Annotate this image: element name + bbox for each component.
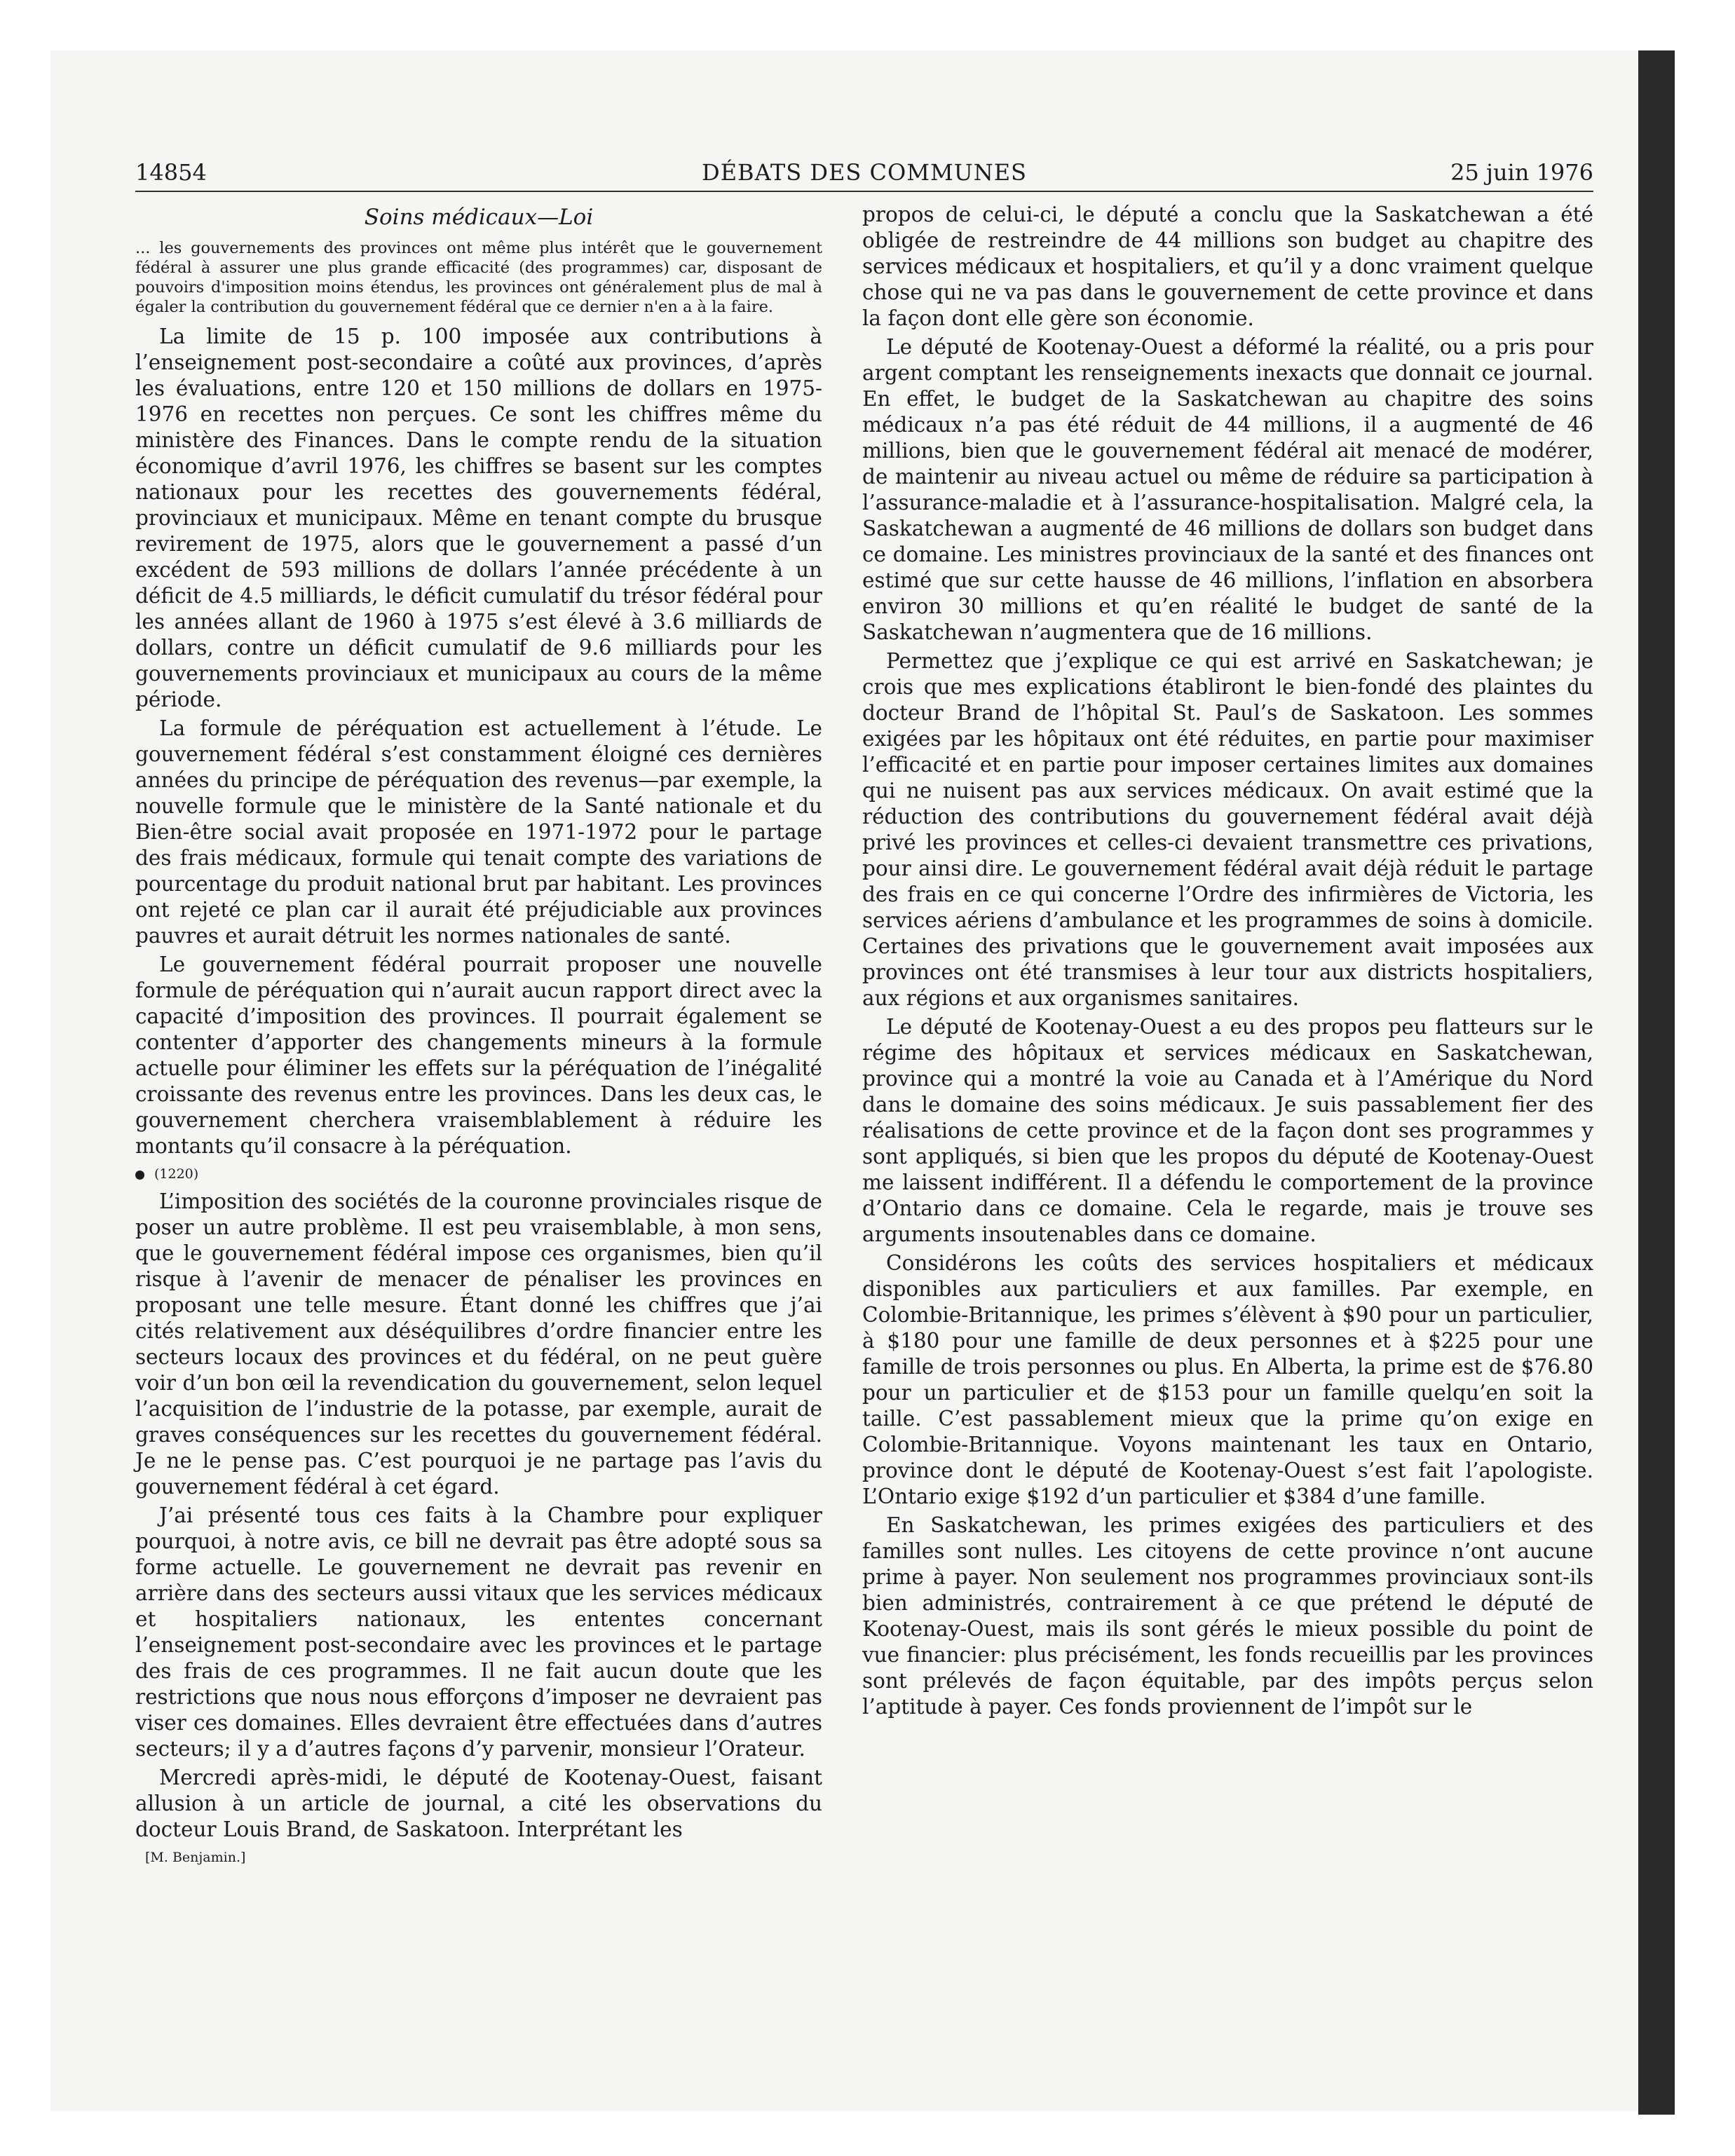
paragraph: L’imposition des sociétés de la couronne provinciales risque de poser un autre problème. Il est peu vraisemblable, à mon sens, que le gouvernement fédéral impose ces organismes, bien qu’il risque à l’avenir de menacer de pénaliser les provinces en proposant une telle mesure. Étant donné les chiffres que j’ai cités relativement aux déséquilibres d’ordre financier entre les secteurs locaux des provinces et du fédéral, on ne peut guère voir d’un bon œil la revendication du gouvernement, selon lequel l’acquisition de l’industrie de la potasse, par exemple, aurait de graves conséquences sur les recettes du gouvernement fédéral. Je ne le pense pas. C’est pourquoi je ne partage pas l’avis du gouvernement fédéral à cet égard. bbox=[135, 1189, 822, 1499]
section-title: Soins médicaux—Loi bbox=[364, 205, 594, 230]
right-column bbox=[862, 192, 1593, 1723]
page-date: 25 juin 1976 bbox=[1450, 159, 1593, 186]
paragraph: En Saskatchewan, les primes exigées des particuliers et des familles sont nulles. Les citoyens de cette province n’ont aucune prime à payer. Non seulement nos programmes provinciaux sont-ils bien administrés, contrairement à ce que prétend le député de Kootenay-Ouest, mais ils sont gérés le mieux possible du point de vue financier: plus précisément, les fonds recueillis par les provinces sont prélevés de façon équitable, par des impôts perçus selon l’aptitude à payer. Ces fonds proviennent de l’impôt sur le bbox=[862, 1513, 1593, 1719]
paragraph: Le député de Kootenay-Ouest a eu des propos peu flatteurs sur le régime des hôpitaux et services médicaux en Saskatchewan, province qui a montré la voie au Canada et à l’Amérique du Nord dans le domaine des soins médicaux. Je suis passablement fier des réalisations de cette province et de la façon dont ses programmes y sont appliqués, si bien que les propos du député de Kootenay-Ouest me laissent indifférent. Il a défendu le comportement de la province d’Ontario dans ce domaine. Cela le regarde, mais je trouve ses arguments insoutenables dans ce domaine. bbox=[862, 1015, 1593, 1246]
scan-edge-bar bbox=[1638, 50, 1675, 2115]
bullet-dot-icon bbox=[135, 1171, 144, 1180]
paragraph: Permettez que j’explique ce qui est arrivé en Saskatchewan; je crois que mes explications établiront le bien-fondé des plaintes du docteur Brand de l’hôpital St. Paul’s de Saskatoon. Les sommes exigées par les hôpitaux ont été réduites, en partie pour maximiser l’efficacité et en partie pour imposer certaines limites aux domaines qui ne nuisent pas aux services médicaux. On avait estimé que la réduction des contributions du gouvernement fédéral avait déjà privé les provinces et celles-ci devaient transmettre ces privations, pour ainsi dire. Le gouvernement fédéral avait déjà réduit le partage des frais en ce qui concerne l’Ordre des infirmières de Victoria, les services aériens d’ambulance et les programmes de soins à domicile. Certaines des privations que le gouvernement avait imposées aux provinces ont été transmises à leur tour aux districts hospitaliers, aux régions et aux organismes sanitaires. bbox=[862, 649, 1593, 1010]
paragraph: Considérons les coûts des services hospitaliers et médicaux disponibles aux particuliers et aux familles. Par exemple, en Colombie-Britannique, les primes s’élèvent à $90 pour un particulier, à $180 pour une famille de deux personnes et à $225 pour une famille de trois personnes ou plus. En Alberta, la prime est de $76.80 pour un particulier et de $153 pour un famille quelqu’en soit la taille. C’est passablement mieux que la prime qu’on exige en Colombie-Britannique. Voyons maintenant les taux en Ontario, province dont le député de Kootenay-Ouest s’est fait l’apologiste. L’Ontario exige $192 d’un particulier et $384 d’une famille. bbox=[862, 1251, 1593, 1508]
time-marker-label: (1220) bbox=[154, 1166, 199, 1182]
time-marker bbox=[135, 1164, 822, 1185]
page-content bbox=[135, 154, 1593, 1865]
paragraph: La limite de 15 p. 100 imposée aux contributions à l’enseignement post-secondaire a coûté aux provinces, d’après les évaluations, entre 120 et 150 millions de dollars en 1975-1976 en recettes non perçues. Ce sont les chiffres même du ministère des Finances. Dans le compte rendu de la situation économique d’avril 1976, les chiffres se basent sur les comptes nationaux pour les recettes des gouvernements fédéral, provinciaux et municipaux. Même en tenant compte du brusque revirement de 1975, alors que le gouvernement a passé d’un excédent de 593 millions de dollars l’année précédente à un déficit de 4.5 milliards, le déficit cumulatif du trésor fédéral pour les années allant de 1960 à 1975 s’est élevé à 3.6 milliards de dollars, contre un déficit cumulatif de 9.6 milliards pour les gouvernements provinciaux et municipaux au cours de la même période. bbox=[135, 325, 822, 711]
block-quote: ... les gouvernements des provinces ont même plus intérêt que le gouvernement fédéral à assurer une plus grande efficacité (des programmes) car, disposant de pouvoirs d'imposition moins étendus, les provinces ont généralement plus de mal à égaler la contribution du gouvernement fédéral que ce dernier n'en a à la faire. bbox=[135, 239, 822, 316]
publication-title: DÉBATS DES COMMUNES bbox=[702, 159, 1027, 186]
speaker-attribution: [M. Benjamin.] bbox=[145, 1850, 246, 1865]
paragraph: propos de celui-ci, le député a conclu que la Saskatchewan a été obligée de restreindre de 44 millions son budget au chapitre des services médicaux et hospitaliers, et qu’il y a donc vraiment quelque chose qui ne va pas dans le gouvernement de cette province et dans la façon dont elle gère son économie. bbox=[862, 203, 1593, 330]
paragraph: J’ai présenté tous ces faits à la Chambre pour expliquer pourquoi, à notre avis, ce bill ne devrait pas être adopté sous sa forme actuelle. Le gouvernement ne devrait pas revenir en arrière dans des secteurs aussi vitaux que les services médicaux et hospitaliers nationaux, les ententes concernant l’enseignement post-secondaire avec les provinces et le partage des frais de ces programmes. Il ne fait aucun doute que les restrictions que nous nous efforçons d’imposer ne devraient pas viser ces domaines. Elles devraient être effectuées dans d’autres secteurs; il y a d’autres façons d’y parvenir, monsieur l’Orateur. bbox=[135, 1503, 822, 1761]
page-number: 14854 bbox=[135, 159, 207, 186]
page-header bbox=[135, 154, 1593, 192]
paragraph: Le gouvernement fédéral pourrait proposer une nouvelle formule de péréquation qui n’aurait aucun rapport direct avec la capacité d’imposition des provinces. Il pourrait également se contenter d’apporter des changements mineurs à la formule actuelle pour éliminer les effets sur la péréquation de l’inégalité croissante des revenus entre les provinces. Dans les deux cas, le gouvernement cherchera vraisemblablement à réduire les montants qu’il consacre à la péréquation. bbox=[135, 953, 822, 1158]
paragraph: Mercredi après-midi, le député de Kootenay-Ouest, faisant allusion à un article de journal, a cité les observations du docteur Louis Brand, de Saskatoon. Interprétant les bbox=[135, 1766, 822, 1841]
paragraph: Le député de Kootenay-Ouest a déformé la réalité, ou a pris pour argent comptant les renseignements inexacts que donnait ce journal. En effet, le budget de la Saskatchewan au chapitre des soins médicaux n’a pas été réduit de 44 millions, il a augmenté de 46 millions, bien que le gouvernement fédéral ait menacé de modérer, de maintenir au niveau actuel ou même de réduire sa participation à l’assurance-maladie et à l’assurance-hospitalisation. Malgré cela, la Saskatchewan a augmenté de 46 millions de dollars son budget dans ce domaine. Les ministres provinciaux de la santé et des finances ont estimé que sur cette hausse de 46 millions, l’inflation en absorbera environ 30 millions et qu’en réalité le budget de santé de la Saskatchewan n’augmentera que de 16 millions. bbox=[862, 335, 1593, 644]
left-column bbox=[135, 192, 822, 1867]
paragraph: La formule de péréquation est actuellement à l’étude. Le gouvernement fédéral s’est constamment éloigné ces dernières années du principe de péréquation des revenus—par exemple, la nouvelle formule que le ministère de la Santé nationale et du Bien-être social avait proposée en 1971-1972 pour le partage des frais médicaux, formule qui tenait compte des variations de pourcentage du produit national brut par habitant. Les provinces ont rejeté ce plan car il aurait été préjudiciable aux provinces pauvres et aurait détruit les normes nationales de santé. bbox=[135, 716, 822, 948]
